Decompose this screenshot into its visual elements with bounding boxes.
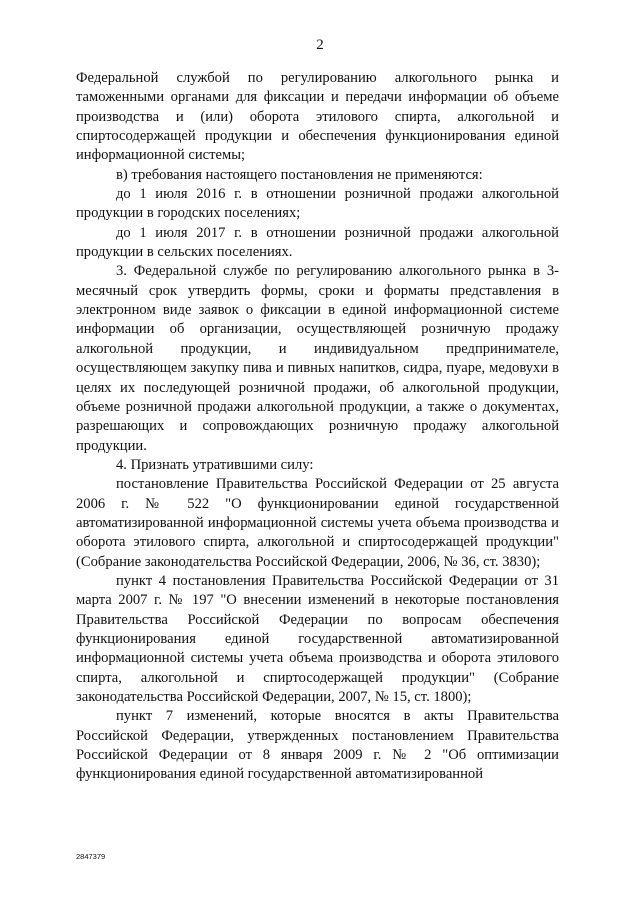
paragraph-continuation: Федеральной службой по регулированию алкогольного рынка и таможенными органами для фиксации и передачи информации об объеме производства и (или) оборота этилового спирта, алкогольной и спиртосодержащей продукции и обеспечения функционирования единой информационной системы;: [76, 70, 559, 164]
paragraph-item-4: 4. Признать утратившими силу:: [116, 456, 314, 473]
paragraph-deadline-rural: до 1 июля 2017 г. в отношении розничной продажи алкогольной продукции в сельских поселениях.: [76, 224, 559, 261]
paragraph-clause-v: в) требования настоящего постановления не применяются:: [116, 166, 483, 183]
paragraph-resolution-522: постановление Правительства Российской Федерации от 25 августа 2006 г. № 522 "О функционировании единой государственной автоматизированной информационной системы учета объема производства и оборота этилового спирта, алкогольной и спиртосодержащей продукции" (Собрание законодательства Российской Федерации, 2006, № 36, ст. 3830);: [76, 476, 559, 570]
document-body: [76, 69, 559, 785]
paragraph-resolution-197: пункт 4 постановления Правительства Российской Федерации от 31 марта 2007 г. № 197 "О внесении изменений в некоторые постановления Правительства Российской Федерации по вопросам обеспечения функционирования единой государственной автоматизированной информационной системы учета объема производства и оборота этилового спирта, алкогольной и спиртосодержащей продукции" (Собрание законодательства Российской Федерации, 2007, № 15, ст. 1800);: [76, 572, 559, 705]
document-id: 2847379: [76, 852, 106, 861]
paragraph-item-3: 3. Федеральной службе по регулированию алкогольного рынка в 3-месячный срок утвердить формы, сроки и форматы представления в электронном виде заявок о фиксации в единой информационной системе информации об организации, осуществляющей розничную продажу алкогольной продукции, и индивидуальном предпринимателе, осуществляющем закупку пива и пивных напитков, сидра, пуаре, медовухи в целях их последующей розничной продажи, об алкогольной продукции, объеме розничной продажи алкогольной продукции, а также о документах, разрешающих и сопровождающих розничную продажу алкогольной продукции.: [76, 263, 559, 454]
paragraph-deadline-urban: до 1 июля 2016 г. в отношении розничной продажи алкогольной продукции в городских поселениях;: [76, 186, 559, 222]
paragraph-resolution-2: пункт 7 изменений, которые вносятся в акты Правительства Российской Федерации, утвержденных постановлением Правительства Российской Федерации от 8 января 2009 г. № 2 "Об оптимизации функционирования единой государственной автоматизированной: [76, 708, 559, 783]
page-number: 2: [316, 37, 324, 53]
